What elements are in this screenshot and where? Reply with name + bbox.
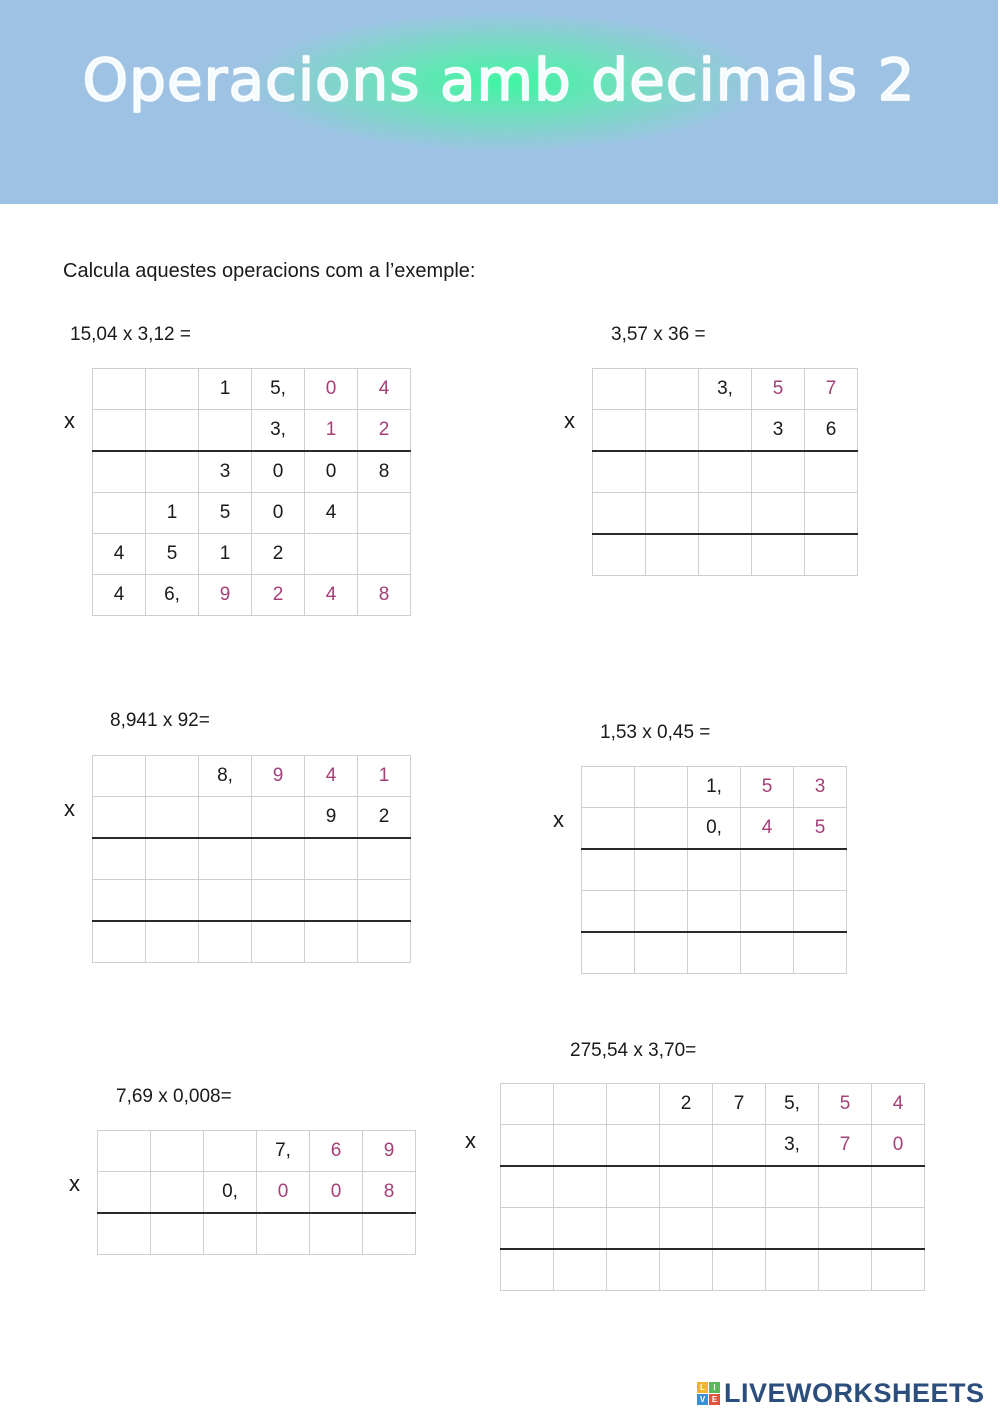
grid-cell[interactable] xyxy=(358,880,411,922)
grid-row xyxy=(501,1166,925,1208)
grid-cell[interactable] xyxy=(501,1208,554,1250)
exercise-5-grid xyxy=(97,1130,416,1255)
grid-row xyxy=(93,838,411,880)
grid-cell[interactable] xyxy=(554,1249,607,1291)
grid-cell: 1 xyxy=(358,756,411,797)
grid-cell[interactable] xyxy=(660,1125,713,1167)
grid-row xyxy=(93,369,411,410)
grid-cell[interactable] xyxy=(204,1213,257,1255)
grid-cell[interactable] xyxy=(98,1213,151,1255)
grid-cell[interactable] xyxy=(593,493,646,535)
grid-cell[interactable] xyxy=(93,756,146,797)
grid-row xyxy=(582,932,847,974)
grid-cell: 3 xyxy=(794,767,847,808)
grid-cell[interactable] xyxy=(660,1166,713,1208)
grid-cell[interactable] xyxy=(593,534,646,576)
grid-cell[interactable] xyxy=(635,932,688,974)
grid-cell: 2 xyxy=(358,797,411,839)
grid-cell[interactable] xyxy=(252,838,305,880)
exercise-6-times-sign: x xyxy=(465,1128,476,1153)
grid-cell[interactable] xyxy=(582,891,635,933)
grid-cell[interactable] xyxy=(766,1249,819,1291)
grid-cell[interactable] xyxy=(635,891,688,933)
grid-cell[interactable] xyxy=(257,1213,310,1255)
grid-row xyxy=(582,808,847,850)
grid-cell: 4 xyxy=(358,369,411,410)
grid-cell: 2 xyxy=(252,534,305,575)
grid-cell[interactable] xyxy=(363,1213,416,1255)
grid-cell[interactable] xyxy=(151,1131,204,1172)
grid-cell: 5, xyxy=(252,369,305,410)
grid-cell[interactable] xyxy=(305,838,358,880)
grid-cell: 0 xyxy=(257,1172,310,1214)
grid-cell[interactable] xyxy=(582,932,635,974)
grid-cell[interactable] xyxy=(501,1084,554,1125)
grid-cell[interactable] xyxy=(805,493,858,535)
grid-cell[interactable] xyxy=(146,369,199,410)
grid-cell[interactable] xyxy=(310,1213,363,1255)
exercise-1-grid xyxy=(92,368,411,616)
grid-cell[interactable] xyxy=(766,1208,819,1250)
grid-row xyxy=(98,1131,416,1172)
grid-cell[interactable] xyxy=(660,1249,713,1291)
grid-cell[interactable] xyxy=(646,493,699,535)
grid-cell[interactable] xyxy=(199,797,252,839)
grid-cell[interactable] xyxy=(146,797,199,839)
grid-cell[interactable] xyxy=(819,1208,872,1250)
grid-cell[interactable] xyxy=(646,410,699,452)
grid-cell[interactable] xyxy=(582,767,635,808)
grid-cell[interactable] xyxy=(593,410,646,452)
grid-cell: 3 xyxy=(199,451,252,493)
grid-row xyxy=(501,1084,925,1125)
grid-row xyxy=(582,891,847,933)
grid-cell[interactable] xyxy=(607,1208,660,1250)
exercise-4-grid xyxy=(581,766,847,974)
grid-cell[interactable] xyxy=(660,1208,713,1250)
grid-row xyxy=(98,1213,416,1255)
page-title: Operacions amb decimals 2 xyxy=(82,46,916,114)
grid-cell[interactable] xyxy=(146,410,199,452)
grid-row xyxy=(501,1125,925,1167)
grid-cell[interactable] xyxy=(358,838,411,880)
grid-cell: 6 xyxy=(310,1131,363,1172)
grid-row xyxy=(501,1249,925,1291)
grid-row xyxy=(93,575,411,616)
grid-cell[interactable] xyxy=(794,891,847,933)
grid-cell[interactable] xyxy=(805,451,858,493)
grid-row xyxy=(582,767,847,808)
grid-cell: 9 xyxy=(305,797,358,839)
grid-row xyxy=(593,493,858,535)
grid-row xyxy=(593,410,858,452)
exercise-2-times-sign: x xyxy=(564,408,575,433)
grid-cell: 0 xyxy=(872,1125,925,1167)
grid-cell: 2 xyxy=(660,1084,713,1125)
grid-cell[interactable] xyxy=(93,880,146,922)
grid-cell[interactable] xyxy=(699,493,752,535)
grid-cell[interactable] xyxy=(805,534,858,576)
grid-cell[interactable] xyxy=(607,1084,660,1125)
grid-cell[interactable] xyxy=(582,808,635,850)
grid-cell[interactable] xyxy=(93,797,146,839)
grid-cell[interactable] xyxy=(252,880,305,922)
exercise-4-times-sign: x xyxy=(553,807,564,832)
grid-cell[interactable] xyxy=(582,849,635,891)
grid-cell[interactable] xyxy=(98,1172,151,1214)
grid-cell[interactable] xyxy=(794,932,847,974)
grid-cell[interactable] xyxy=(146,921,199,963)
grid-cell: 5 xyxy=(794,808,847,850)
grid-cell[interactable] xyxy=(713,1208,766,1250)
grid-cell: 0 xyxy=(252,493,305,534)
grid-cell[interactable] xyxy=(358,921,411,963)
grid-cell[interactable] xyxy=(93,838,146,880)
exercise-1-times-sign: x xyxy=(64,408,75,433)
grid-cell: 6, xyxy=(146,575,199,616)
grid-cell: 0 xyxy=(310,1172,363,1214)
grid-row xyxy=(501,1208,925,1250)
grid-cell: 4 xyxy=(305,575,358,616)
grid-cell[interactable] xyxy=(752,534,805,576)
grid-cell: 9 xyxy=(199,575,252,616)
grid-cell[interactable] xyxy=(688,849,741,891)
grid-cell[interactable] xyxy=(554,1208,607,1250)
grid-cell[interactable] xyxy=(607,1249,660,1291)
grid-cell[interactable] xyxy=(752,493,805,535)
grid-cell: 2 xyxy=(358,410,411,452)
grid-row xyxy=(593,369,858,410)
grid-cell: 5 xyxy=(752,369,805,410)
grid-cell: 8 xyxy=(358,575,411,616)
grid-cell[interactable] xyxy=(635,808,688,850)
grid-cell[interactable] xyxy=(554,1084,607,1125)
grid-cell: 5 xyxy=(199,493,252,534)
grid-cell: 8 xyxy=(358,451,411,493)
grid-cell: 0 xyxy=(252,451,305,493)
grid-cell[interactable] xyxy=(252,797,305,839)
grid-cell: 7 xyxy=(713,1084,766,1125)
grid-cell[interactable] xyxy=(501,1249,554,1291)
grid-cell[interactable] xyxy=(713,1166,766,1208)
grid-row xyxy=(93,410,411,452)
grid-cell: 7, xyxy=(257,1131,310,1172)
grid-cell[interactable] xyxy=(146,451,199,493)
grid-cell[interactable] xyxy=(741,891,794,933)
grid-cell[interactable] xyxy=(713,1125,766,1167)
grid-cell: 7 xyxy=(819,1125,872,1167)
grid-cell[interactable] xyxy=(93,451,146,493)
grid-cell[interactable] xyxy=(358,493,411,534)
grid-cell: 1, xyxy=(688,767,741,808)
grid-cell[interactable] xyxy=(93,410,146,452)
grid-cell[interactable] xyxy=(305,534,358,575)
grid-cell[interactable] xyxy=(872,1249,925,1291)
exercise-6-grid xyxy=(500,1083,925,1291)
grid-cell[interactable] xyxy=(699,410,752,452)
grid-cell[interactable] xyxy=(501,1125,554,1167)
grid-cell: 5, xyxy=(766,1084,819,1125)
grid-cell[interactable] xyxy=(199,880,252,922)
grid-row xyxy=(98,1172,416,1214)
grid-cell: 3 xyxy=(752,410,805,452)
grid-row xyxy=(593,534,858,576)
grid-cell[interactable] xyxy=(688,932,741,974)
grid-row xyxy=(93,880,411,922)
grid-row xyxy=(93,756,411,797)
grid-row xyxy=(93,534,411,575)
grid-cell: 5 xyxy=(146,534,199,575)
grid-cell: 3, xyxy=(252,410,305,452)
grid-cell: 4 xyxy=(93,534,146,575)
header-banner xyxy=(0,0,998,204)
grid-cell[interactable] xyxy=(554,1166,607,1208)
grid-cell[interactable] xyxy=(151,1213,204,1255)
grid-row xyxy=(582,849,847,891)
grid-cell[interactable] xyxy=(501,1166,554,1208)
grid-cell[interactable] xyxy=(607,1166,660,1208)
grid-row xyxy=(93,493,411,534)
grid-cell[interactable] xyxy=(93,493,146,534)
grid-cell: 5 xyxy=(741,767,794,808)
grid-row xyxy=(593,451,858,493)
exercise-5-label: 7,69 x 0,008= xyxy=(116,1086,232,1107)
grid-cell: 0, xyxy=(204,1172,257,1214)
grid-cell[interactable] xyxy=(593,369,646,410)
grid-cell: 5 xyxy=(819,1084,872,1125)
exercise-3-grid xyxy=(92,755,411,963)
grid-cell[interactable] xyxy=(358,534,411,575)
grid-cell: 0 xyxy=(305,451,358,493)
grid-cell[interactable] xyxy=(554,1125,607,1167)
grid-cell: 2 xyxy=(252,575,305,616)
grid-cell[interactable] xyxy=(872,1166,925,1208)
instruction-text: Calcula aquestes operacions com a l’exemple: xyxy=(63,260,476,282)
liveworksheets-logo-icon: L I V E xyxy=(697,1382,720,1405)
grid-cell[interactable] xyxy=(819,1166,872,1208)
grid-cell[interactable] xyxy=(199,921,252,963)
grid-cell[interactable] xyxy=(305,921,358,963)
grid-cell[interactable] xyxy=(593,451,646,493)
grid-cell: 6 xyxy=(805,410,858,452)
grid-cell[interactable] xyxy=(794,849,847,891)
grid-cell[interactable] xyxy=(819,1249,872,1291)
grid-cell: 1 xyxy=(199,534,252,575)
grid-cell: 4 xyxy=(872,1084,925,1125)
grid-cell[interactable] xyxy=(688,891,741,933)
grid-cell[interactable] xyxy=(699,534,752,576)
grid-cell: 1 xyxy=(146,493,199,534)
grid-cell[interactable] xyxy=(646,451,699,493)
grid-cell[interactable] xyxy=(93,921,146,963)
grid-cell: 0, xyxy=(688,808,741,850)
grid-cell[interactable] xyxy=(252,921,305,963)
grid-cell: 8 xyxy=(363,1172,416,1214)
grid-cell[interactable] xyxy=(699,451,752,493)
grid-cell[interactable] xyxy=(713,1249,766,1291)
grid-cell[interactable] xyxy=(635,767,688,808)
grid-cell[interactable] xyxy=(766,1166,819,1208)
grid-cell[interactable] xyxy=(741,932,794,974)
grid-cell: 1 xyxy=(305,410,358,452)
exercise-6-label: 275,54 x 3,70= xyxy=(570,1040,697,1061)
exercise-2-grid xyxy=(592,368,858,576)
grid-cell[interactable] xyxy=(204,1131,257,1172)
grid-cell[interactable] xyxy=(646,534,699,576)
grid-cell[interactable] xyxy=(752,451,805,493)
liveworksheets-logo xyxy=(697,1378,985,1408)
grid-cell[interactable] xyxy=(305,880,358,922)
grid-cell[interactable] xyxy=(199,838,252,880)
grid-cell[interactable] xyxy=(98,1131,151,1172)
grid-cell[interactable] xyxy=(646,369,699,410)
grid-cell: 7 xyxy=(805,369,858,410)
exercise-5-times-sign: x xyxy=(69,1171,80,1196)
grid-cell: 4 xyxy=(305,493,358,534)
exercise-2-label: 3,57 x 36 = xyxy=(611,324,706,345)
grid-cell: 4 xyxy=(305,756,358,797)
grid-row xyxy=(93,451,411,493)
grid-cell[interactable] xyxy=(146,880,199,922)
grid-cell: 0 xyxy=(305,369,358,410)
grid-cell: 3, xyxy=(766,1125,819,1167)
grid-cell[interactable] xyxy=(635,849,688,891)
grid-cell: 1 xyxy=(199,369,252,410)
grid-cell[interactable] xyxy=(741,849,794,891)
grid-cell: 8, xyxy=(199,756,252,797)
exercise-1-label: 15,04 x 3,12 = xyxy=(70,324,191,345)
grid-cell: 9 xyxy=(363,1131,416,1172)
grid-cell[interactable] xyxy=(146,756,199,797)
grid-cell: 4 xyxy=(741,808,794,850)
grid-cell[interactable] xyxy=(146,838,199,880)
grid-cell[interactable] xyxy=(872,1208,925,1250)
grid-cell[interactable] xyxy=(199,410,252,452)
brand-name: LIVEWORKSHEETS xyxy=(724,1377,985,1408)
grid-cell: 9 xyxy=(252,756,305,797)
grid-row xyxy=(93,797,411,839)
exercise-3-label: 8,941 x 92= xyxy=(110,710,210,731)
grid-cell[interactable] xyxy=(607,1125,660,1167)
grid-cell: 3, xyxy=(699,369,752,410)
grid-row xyxy=(93,921,411,963)
exercise-3-times-sign: x xyxy=(64,796,75,821)
exercise-4-label: 1,53 x 0,45 = xyxy=(600,722,711,743)
grid-cell: 4 xyxy=(93,575,146,616)
grid-cell[interactable] xyxy=(151,1172,204,1214)
grid-cell[interactable] xyxy=(93,369,146,410)
